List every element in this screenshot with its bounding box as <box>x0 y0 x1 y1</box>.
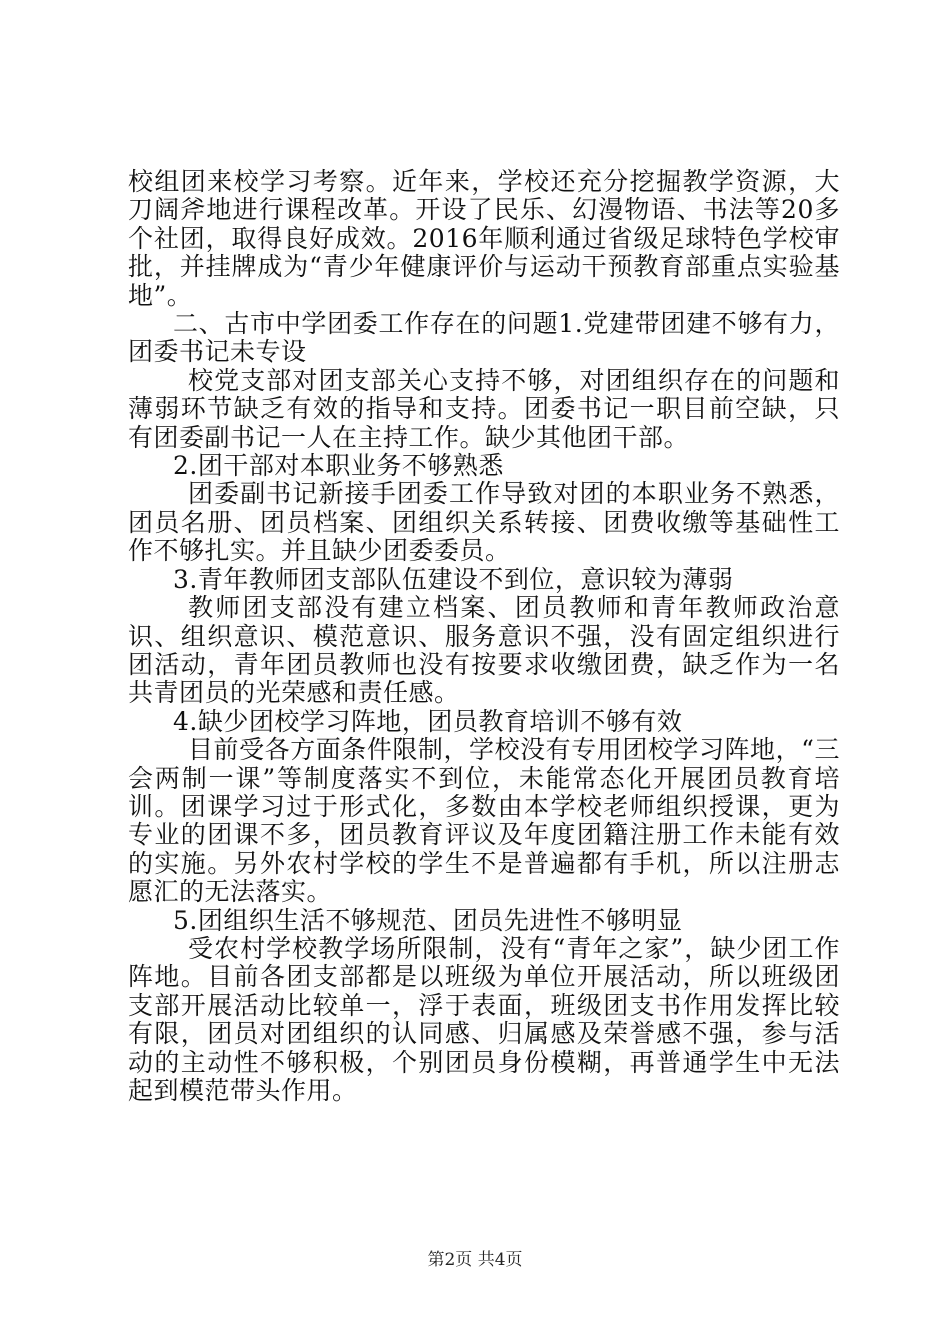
subheading-3: 3.青年教师团支部队伍建设不到位，意识较为薄弱 <box>173 564 734 594</box>
page-footer: 第2页 共4页 <box>427 1250 523 1270</box>
subheading-5: 5.团组织生活不够规范、团员先进性不够明显 <box>173 905 683 935</box>
subheading-2: 2.团干部对本职业务不够熟悉 <box>173 451 504 481</box>
subheading-4: 4.缺少团校学习阵地，团员教育培训不够有效 <box>173 706 683 736</box>
paragraph-organization-life: 受农村学校教学场所限制，没有“青年之家”，缺少团工作阵地。目前各团支部都是以班级为单位开展活动，所以班级团支部开展活动比较单一，浮于表面，班级团支书作用发挥比较有限，团员对团组织的认同感、归属感及荣誉感不强，参与活动的主动性不够积极，个别团员身份模糊，再普通学生中无法起到模范带头作用。 <box>128 933 840 1105</box>
paragraph-training: 目前受各方面条件限制，学校没有专用团校学习阵地，“三会两制一课”等制度落实不到位，未能常态化开展团员教育培训。团课学习过于形式化，多数由本学校老师组织授课，更为专业的团课不多，团员教育评议及年度团籍注册工作未能有效的实施。另外农村学校的学生不是普遍都有手机，所以注册志愿汇的无法落实。 <box>128 735 840 907</box>
paragraph-intro: 校组团来校学习考察。近年来，学校还充分挖掘教学资源，大刀阔斧地进行课程改革。开设了民乐、幻漫物语、书法等20多个社团，取得良好成效。2016年顺利通过省级足球特色学校审批，并挂牌成为“青少年健康评价与运动干预教育部重点实验基地”。 <box>128 167 840 310</box>
paragraph-teacher-branch: 教师团支部没有建立档案、团员教师和青年教师政治意识、组织意识、模范意识、服务意识不强，没有固定组织进行团活动，青年团员教师也没有按要求收缴团费，缺乏作为一名共青团员的光荣感和责任感。 <box>128 593 840 708</box>
document-body <box>128 168 840 1105</box>
paragraph-cadre-business: 团委副书记新接手团委工作导致对团的本职业务不熟悉，团员名册、团员档案、团组织关系转接、团费收缴等基础性工作不够扎实。并且缺少团委委员。 <box>128 479 840 566</box>
paragraph-party-support: 校党支部对团支部关心支持不够，对团组织存在的问题和薄弱环节缺乏有效的指导和支持。团委书记一职目前空缺，只有团委副书记一人在主持工作。缺少其他团干部。 <box>128 365 840 452</box>
section-heading-problems: 二、古市中学团委工作存在的问题1.党建带团建不够有力，团委书记未专设 <box>128 309 840 367</box>
